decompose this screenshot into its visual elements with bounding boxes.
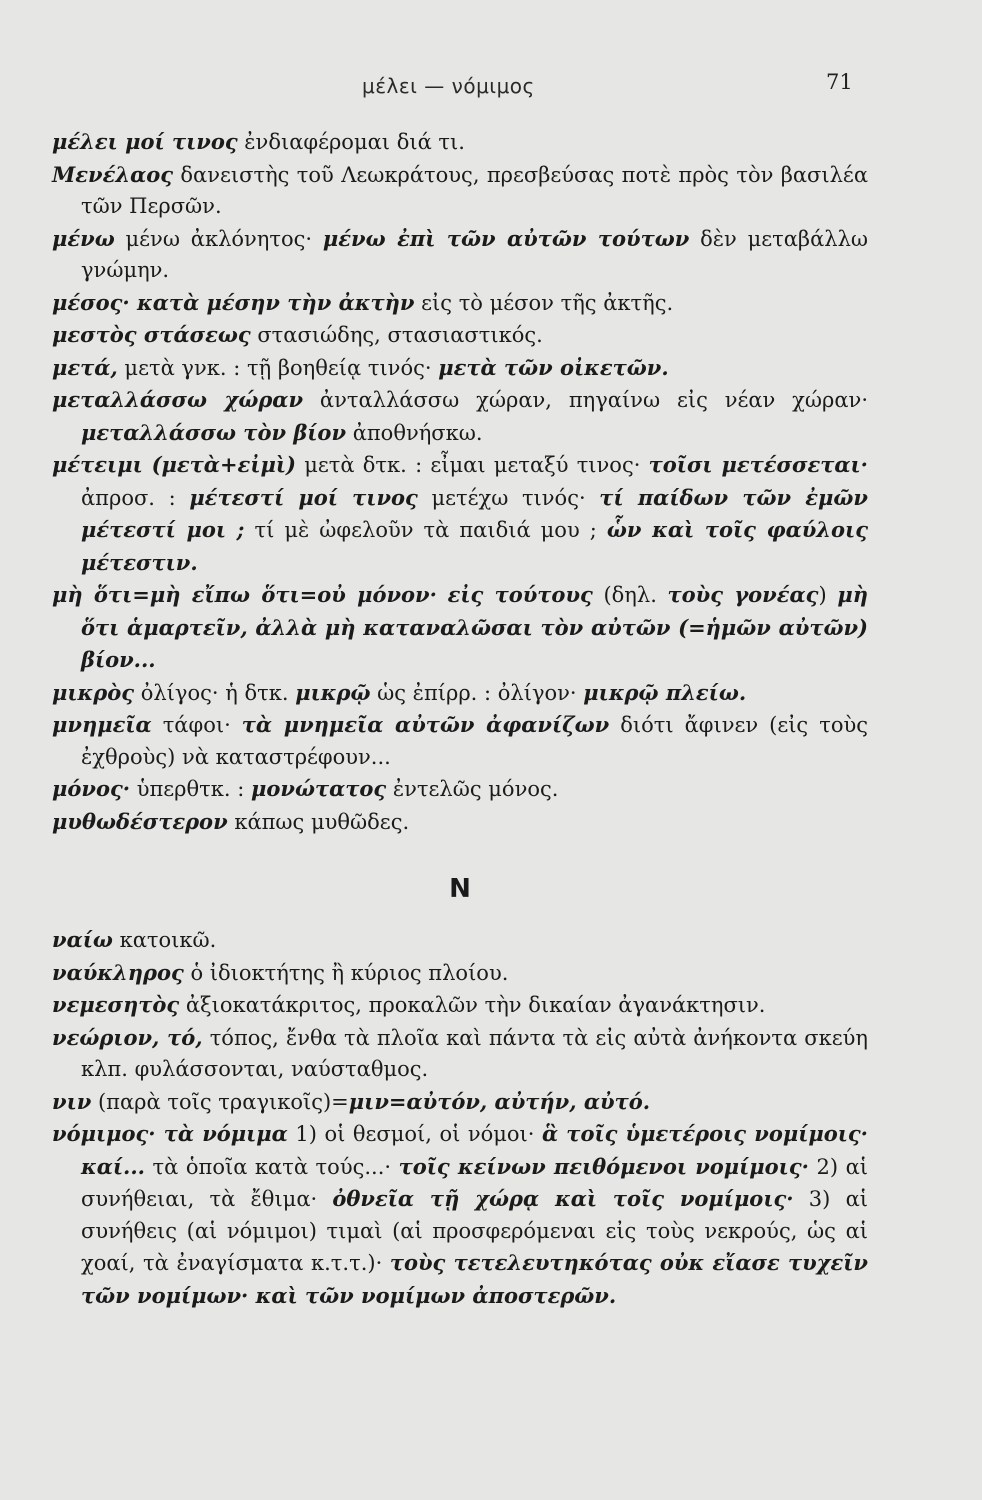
definition-text: 2) αἱ συνήθειαι, τὰ ἔθιμα· <box>81 1154 868 1211</box>
definition-text: δὲν μεταβάλλω γνώμην. <box>81 226 868 282</box>
definition-text: (παρὰ τοῖς τραγικοῖς)= <box>91 1089 349 1114</box>
definition-text: ἀξιοκατάκριτος, προκαλῶν τὴν δικαίαν ἀγανάκτησιν. <box>179 993 766 1017</box>
example-phrase: εἰς τούτους <box>447 582 593 607</box>
definition-text: διότι ἄφινεν (εἰς τοὺς ἐχθροὺς) νὰ καταστρέφουν... <box>81 713 868 769</box>
example-phrase: ὀθνεῖα τῇ χώρᾳ καὶ τοῖς νομίμοις· <box>332 1186 794 1211</box>
dictionary-entry <box>52 957 868 990</box>
headword: μεταλλάσσω χώραν <box>52 387 304 412</box>
entries-container <box>52 126 868 1312</box>
definition-text: κάπως μυθῶδες. <box>227 809 410 834</box>
headword: μένω <box>52 225 115 251</box>
example-phrase: μέτεστί μοί τινος <box>189 484 418 510</box>
example-phrase: ἃ τοῖς ὑμετέροις νομίμοις· καί... <box>81 1121 868 1179</box>
definition-text: δανειστὴς τοῦ Λεωκράτους, πρεσβεύσας ποτὲ πρὸς τὸν βασιλέα τῶν Περσῶν. <box>81 162 868 218</box>
example-phrase: τοῖς κείνων πειθόμενοι νομίμοις· <box>398 1153 809 1179</box>
definition-text: μετέχω τινός· <box>417 485 600 510</box>
headword: νεώριον, τό, <box>52 1024 203 1050</box>
example-phrase: τὰ μνημεῖα αὐτῶν ἀφανίζων <box>241 712 610 737</box>
dictionary-entry <box>52 449 868 579</box>
headword: μέλει μοί τινος <box>52 129 238 154</box>
example-phrase: τοὺς τετελευτηκότας οὐκ εἴασε τυχεῖν τῶν νομίμων· καὶ τῶν νομίμων ἀποστερῶν. <box>81 1250 868 1308</box>
headword: νόμιμος· τὰ νόμιμα <box>52 1121 288 1146</box>
definition-text: ὡς ἐπίρρ. : ὀλίγον· <box>370 680 584 705</box>
dictionary-entry <box>52 159 868 223</box>
definition-text: ἐνδιαφέρομαι διά τι. <box>237 130 465 154</box>
headword: μὴ ὅτι=μὴ εἴπω ὅτι=οὐ μόνον· <box>52 582 437 607</box>
example-phrase: μεταλλάσσω τὸν βίον <box>81 419 347 445</box>
entries-m-group <box>52 126 868 838</box>
headword: ναύκληρος <box>52 959 184 985</box>
dictionary-entry <box>52 989 868 1022</box>
headword: μεστὸς στάσεως <box>52 322 251 347</box>
example-phrase: τί παίδων τῶν ἐμῶν μέτεστί μοι ; <box>81 484 868 542</box>
dictionary-entry <box>52 806 868 839</box>
headword: μικρὸς <box>52 679 135 705</box>
definition-text: στασιώδης, στασιαστικός. <box>250 323 543 347</box>
definition-text: ὁ ἰδιοκτήτης ἢ κύριος πλοίου. <box>183 960 509 985</box>
dictionary-entry <box>52 677 868 710</box>
definition-text: 1) οἱ θεσμοί, οἱ νόμοι· <box>287 1122 542 1146</box>
example-phrase: τοὺς γονέας <box>667 582 819 607</box>
dictionary-entry <box>52 384 868 449</box>
definition-text: ) <box>818 583 838 607</box>
dictionary-entry <box>52 352 868 385</box>
dictionary-entry <box>52 287 868 320</box>
definition-text: ἀπροσ. : <box>81 485 190 510</box>
headword: ναίω <box>52 927 113 952</box>
running-title: μέλει — νόμιμος <box>362 74 535 98</box>
example-phrase: τοῖσι μετέσσεται· <box>648 452 868 477</box>
dictionary-entry <box>52 773 868 806</box>
headword: μέσος· κατὰ μέσην τὴν ἀκτὴν <box>52 289 415 315</box>
definition-text: μετὰ δτκ. : εἶμαι μεταξύ τινος· <box>295 453 649 477</box>
example-phrase: μετὰ τῶν οἰκετῶν. <box>438 354 669 380</box>
example-phrase: μένω ἐπὶ τῶν αὐτῶν τούτων <box>322 225 690 251</box>
definition-text: 3) αἱ συνήθεις (αἱ νόμιμοι) τιμαὶ (αἱ προσφερόμεναι εἰς τοὺς νεκρούς, ὡς αἱ χοαί, τὰ ἐναγίσματα κ.τ.τ.)· <box>81 1187 868 1275</box>
dictionary-entry <box>52 924 868 957</box>
definition-text <box>437 583 448 607</box>
example-phrase: ὧν καὶ τοῖς φαύλοις μέτεστιν. <box>81 517 868 575</box>
definition-text: ἐντελῶς μόνος. <box>386 777 559 801</box>
dictionary-entry <box>52 709 868 773</box>
definition-text: μετὰ γνκ. : τῇ βοηθείᾳ τινός· <box>117 355 439 380</box>
example-phrase: μικρῷ πλείω. <box>583 679 747 705</box>
headword: νιν <box>52 1088 92 1114</box>
example-phrase: μικρῷ <box>295 679 371 705</box>
page-number: 71 <box>826 70 853 94</box>
definition-text: ὑπερθτκ. : <box>130 777 252 801</box>
definition-text: εἰς τὸ μέσον τῆς ἀκτῆς. <box>414 290 674 315</box>
headword: μετά, <box>52 354 118 380</box>
definition-text: (δηλ. <box>592 583 668 607</box>
example-phrase: μὴ ὅτι ἁμαρτεῖν, ἀλλὰ μὴ καταναλῶσαι τὸν αὐτῶν (=ἡμῶν αὐτῶν) βίον... <box>81 582 868 672</box>
headword: μέτειμι (μετὰ+εἰμὶ) <box>52 452 296 477</box>
dictionary-entry <box>52 223 868 287</box>
definition-text: ἀνταλλάσσω χώραν, πηγαίνω εἰς νέαν χώραν· <box>303 388 868 412</box>
section-letter: Ν <box>449 874 471 904</box>
headword: Μενέλαος <box>52 161 174 187</box>
headword: μόνος· <box>52 776 131 801</box>
headword: νεμεσητὸς <box>52 992 180 1017</box>
dictionary-entry <box>52 126 868 159</box>
definition-text: τάφοι· <box>151 713 242 737</box>
definition-text: τόπος, ἔνθα τὰ πλοῖα καὶ πάντα τὰ εἰς αὐτὰ ἀνήκοντα σκεύη κλπ. φυλάσσονται, ναύσταθμος. <box>81 1025 868 1081</box>
definition-text: κατοικῶ. <box>112 928 217 952</box>
example-phrase: μονώτατος <box>251 776 387 801</box>
definition-text: ἀποθνήσκω. <box>346 420 483 445</box>
definition-text: τὰ ὁποῖα κατὰ τούς...· <box>145 1154 399 1179</box>
dictionary-entry <box>52 1086 868 1119</box>
example-phrase: μιν=αὐτόν, αὐτήν, αὐτό. <box>348 1088 651 1114</box>
dictionary-entry <box>52 579 868 677</box>
entries-n-group <box>52 924 868 1312</box>
definition-text: μένω ἀκλόνητος· <box>114 226 323 251</box>
dictionary-entry <box>52 1118 868 1312</box>
definition-text: ὀλίγος· ἡ δτκ. <box>134 680 296 705</box>
dictionary-entry <box>52 319 868 352</box>
headword: μυθωδέστερον <box>52 808 228 834</box>
dictionary-entry <box>52 1022 868 1086</box>
definition-text: τί μὲ ὠφελοῦν τὰ παιδιά μου ; <box>244 518 607 542</box>
headword: μνημεῖα <box>52 712 152 737</box>
